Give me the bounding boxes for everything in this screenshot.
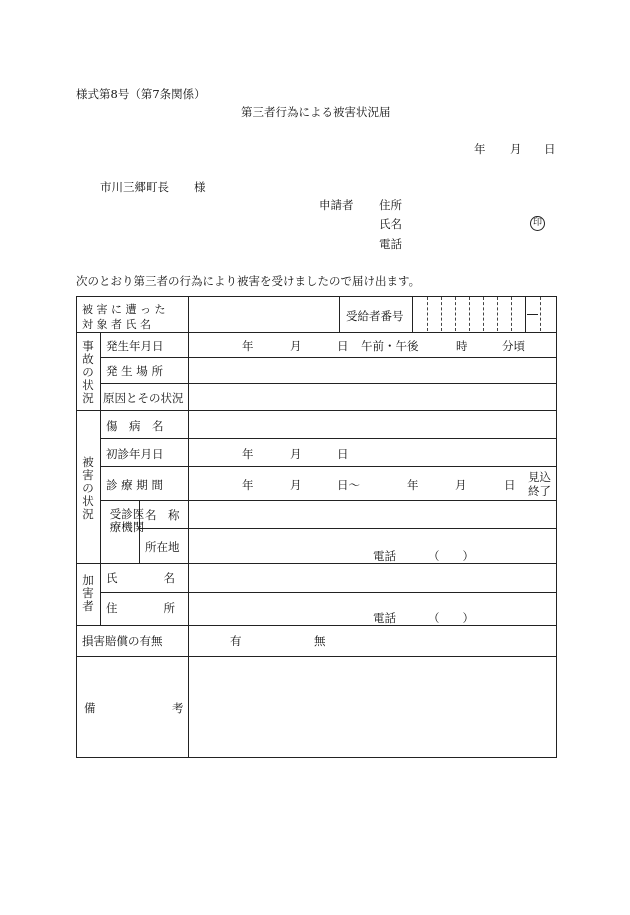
tp-status-prospective: 見込: [528, 470, 551, 484]
addressee-honorific: 様: [194, 180, 206, 194]
victim-name-label-2: 対 象 者 氏 名: [82, 318, 151, 331]
occ-year: 年: [242, 339, 254, 353]
tp-day1: 日～: [337, 478, 360, 492]
form-title: 第三者行為による被害状況届: [241, 105, 391, 119]
inst-name-label: 名 称: [145, 508, 180, 522]
occ-hour: 時: [456, 339, 468, 353]
inst-location-label: 所在地: [145, 540, 180, 554]
compensation-label: 損害賠償の有無: [82, 634, 163, 648]
compensation-yes: 有: [230, 634, 242, 648]
tp-year2: 年: [407, 478, 419, 492]
tp-month1: 月: [290, 478, 302, 492]
place-label: 発 生 場 所: [106, 364, 163, 378]
applicant-address-label: 住所: [379, 198, 402, 212]
date-year: 年: [474, 142, 486, 156]
compensation-no: 無: [314, 634, 326, 648]
addressee: 市川三郷町長: [100, 180, 169, 194]
occurrence-date-label: 発生年月日: [106, 339, 164, 353]
perp-address-label: 住 所: [106, 601, 175, 615]
occ-ampm: 午前・午後: [361, 339, 419, 353]
inst-phone-parens: （ ）: [428, 549, 474, 563]
injury-label: 傷 病 名: [106, 419, 164, 433]
applicant-name-label: 氏名: [379, 217, 402, 231]
occ-month: 月: [290, 339, 302, 353]
tp-year1: 年: [242, 478, 254, 492]
damage-section-label: 被害の状況: [82, 455, 94, 521]
victim-name-label-1: 被 害 に 遭 っ た: [82, 303, 166, 316]
applicant-label: 申請者: [319, 198, 354, 212]
perp-phone-label: 電話: [373, 611, 396, 625]
accident-section-label: 事故の状況: [82, 339, 94, 405]
inst-phone-label: 電話: [373, 549, 396, 563]
perp-name-label: 氏 名: [106, 571, 175, 585]
intro-text: 次のとおり第三者の行為により被害を受けましたので届け出ます。: [76, 274, 421, 288]
fv-month: 月: [290, 447, 302, 461]
tp-month2: 月: [455, 478, 467, 492]
date-month: 月: [510, 142, 522, 156]
remarks-label-right: 考: [172, 701, 184, 715]
beneficiary-number-label: 受給者番号: [346, 309, 404, 323]
applicant-phone-label: 電話: [379, 237, 402, 251]
date-day: 日: [544, 142, 556, 156]
seal-mark: 印: [530, 216, 545, 231]
institution-label: 受診医療機関: [109, 507, 145, 534]
fv-day: 日: [337, 447, 349, 461]
occ-day: 日: [337, 339, 349, 353]
first-visit-label: 初診年月日: [106, 447, 164, 461]
remarks-label-left: 備: [84, 701, 96, 715]
form-number: 様式第8号（第7条関係）: [76, 87, 206, 101]
treatment-period-label: 診 療 期 間: [106, 478, 163, 492]
tp-day2: 日: [504, 478, 516, 492]
perp-phone-parens: （ ）: [428, 611, 474, 625]
cause-label: 原因とその状況: [103, 391, 184, 405]
occ-minute: 分頃: [502, 339, 525, 353]
tp-status-finished: 終了: [528, 484, 551, 498]
perpetrator-section-label: 加害者: [82, 573, 94, 613]
fv-year: 年: [242, 447, 254, 461]
